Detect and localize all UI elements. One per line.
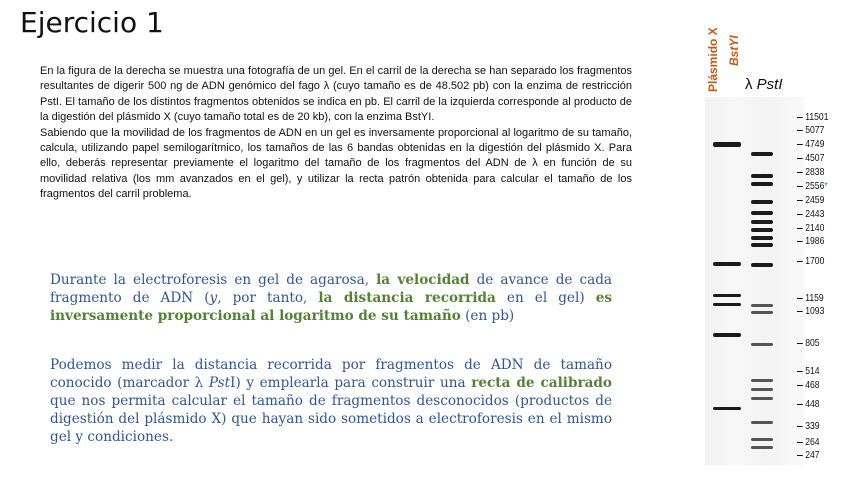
gel-band-lambda [751,152,773,156]
exercise-paragraph-1: En la figura de la derecha se muestra una fotografía de un gel. En el carril de la derecha se han separado los fragmentos resultantes de digerir 500 ng de ADN genómico del fago λ (cuyo tamaño es de 48.502 pb) con la enzima de restricción PstI. El tamaño de los distintos fragmentos obtenidos se indica en pb. El carril de la izquierda corresponde al producto de la digestión del plásmido X (cuyo tamaño total es de 20 kb), con la enzima BstYI. [40,65,632,124]
marker-label: 264 [797,436,820,448]
gel-band-plasmid [713,303,741,306]
note1-highlight-velocity: la velocidad [376,272,470,288]
marker-label: 468 [797,379,820,391]
marker-label: 2459 [797,194,824,206]
gel-band-lambda [751,236,773,240]
gel-image [705,97,804,465]
note1-text-a: Durante la electroforesis en gel de agarosa, [50,272,377,288]
lane-label-lambda [745,76,783,93]
gel-band-plasmid [713,333,741,337]
note-calibration [50,356,612,446]
exercise-paragraph-2: Sabiendo que la movilidad de los fragmentos de ADN en un gel es inversamente proporcional al logaritmo de su tamaño, calcula, utilizando papel semilogarítmico, los tamaños de las 6 bandas obtenidas en la digestión del plásmido X. Para ello, deberás representar previamente el logaritmo del tamaño de los fragmentos del ADN de λ en función de su movilidad relativa (los mm avanzados en el gel), y utilizar la recta patrón obtenida para calcular el tamaño de los fragmentos del carril problema. [40,126,632,201]
marker-label: 2443 [797,208,824,220]
marker-label: 1700 [797,255,824,267]
note1-text-d: y [209,290,218,306]
gel-band-lambda [751,397,773,400]
marker-label: 4507 [797,152,824,164]
note1-text-c: de avance de cada fragmento de ADN ( [50,272,613,306]
page-title: Ejercicio 1 [20,6,164,39]
gel-band-lambda [751,200,773,204]
gel-band-lambda [751,211,773,215]
gel-band-lambda [751,446,773,449]
lane-label-enzyme: BstYI [727,35,741,66]
lambda-enzyme: PstI [756,76,783,93]
note2-text-a: Podemos medir la distancia recorrida por fragmentos de ADN de tamaño conocido (marcador λ [50,357,612,391]
gel-band-lambda [751,379,773,382]
marker-label: 1986 [797,235,824,247]
note1-highlight-proportional: es inversamente proporcional al logaritmo de su tamaño [50,290,613,324]
exercise-text [40,64,632,203]
marker-label: 805 [797,337,820,349]
lambda-prefix: λ [745,76,757,93]
note2-text-c: I) y emplearla para construir una [230,375,472,391]
marker-label: 1159 [797,292,824,304]
gel-band-lambda [751,263,773,267]
gel-band-lambda [751,243,773,247]
marker-label: 514 [797,365,820,377]
gel-band-plasmid [713,407,741,410]
marker-label: 4749 [797,138,824,150]
marker-label: 2140 [797,222,824,234]
marker-label: 1093 [797,305,824,317]
note1-text-i: (en pb) [460,308,515,324]
note1-text-g: en el gel) [495,290,596,306]
note2-highlight-calibration: recta de calibrado [471,375,612,391]
gel-band-lambda [751,174,773,178]
note1-highlight-distance: la distancia recorrida [318,290,496,306]
marker-label: 247 [797,449,820,461]
marker-label: 339 [797,420,820,432]
gel-band-lambda [751,421,773,424]
gel-band-lambda [751,182,773,186]
gel-band-lambda [751,228,773,232]
lane-label-plasmid: Plásmido X [706,27,720,92]
marker-label: 5077 [797,124,824,136]
gel-band-lambda [751,304,773,307]
gel-band-lambda [751,343,773,346]
gel-band-lambda [751,388,773,391]
note-velocity [50,271,612,325]
note2-enzyme: Pst [208,375,231,391]
gel-band-plasmid [713,262,741,266]
marker-label: 11501 [797,111,829,123]
gel-band-plasmid [713,142,741,147]
marker-label: 2838 [797,166,824,178]
note1-text-e: , por tanto, [217,290,319,306]
marker-label: 2556* [797,180,828,192]
gel-band-lambda [751,438,773,441]
gel-band-lambda [751,311,773,314]
marker-label: 448 [797,398,820,410]
gel-band-plasmid [713,294,741,297]
note2-text-e: que nos permita calcular el tamaño de fragmentos desconocidos (productos de digestión del plásmido X) que hayan sido sometidos a electroforesis en el mismo gel y condiciones. [50,393,612,445]
gel-band-lambda [751,220,773,224]
